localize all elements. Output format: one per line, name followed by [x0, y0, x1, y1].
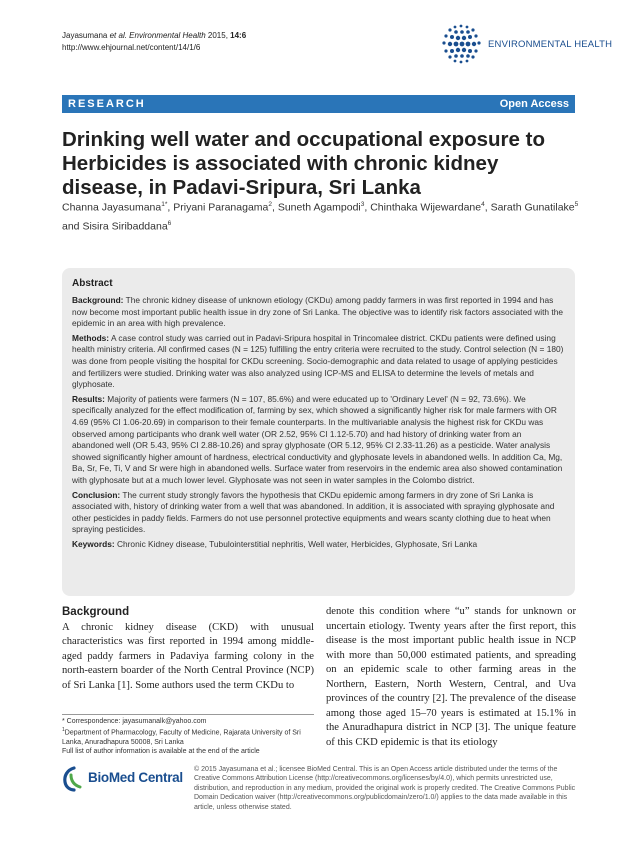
abstract-section-text: A case control study was carried out in Padavi-Sripura hospital in Trincomalee district. CKDu patients were defined using health ministry criteria. All confirmed cases (N = 125) fulfilling the entry criteria were recruited to the study. Control selection (N = 180) was done from people visiting the hospital for CKDu screening. Socio-demographic and data related to usage of applying pesticides and fertilizers were studied. Drinking water was also analyzed using ICP-MS and ELISA to determine the levels of metals and glyphosate.: [72, 332, 564, 390]
footnotes: [62, 714, 314, 756]
abstract-section-text: Chronic Kidney disease, Tubulointerstitial nephritis, Well water, Herbicides, Glyphosate, Sri Lanka: [116, 538, 478, 549]
author-name[interactable]: Priyani Paranagama: [173, 201, 269, 214]
publisher-name: BioMed Central: [88, 770, 183, 785]
author-affiliation-mark: 4: [481, 201, 485, 208]
author-name[interactable]: Sisira Siribaddana: [82, 220, 168, 232]
body-paragraph: A chronic kidney disease (CKD) with unusual characteristics was first reported in 1994 among middle-aged paddy farmers in Padaviya farming colony in the north-eastern boarder of the North Central Province (NCP) of Sri Lanka [1]. Some authors used the term CKDu to: [62, 621, 314, 691]
citation-journal: et al. Environmental Health: [109, 31, 206, 40]
author-affiliation-mark: 5: [574, 201, 579, 208]
citation-header: [62, 30, 246, 54]
abstract-background: [72, 295, 565, 330]
abstract-section-label: Methods:: [72, 332, 110, 343]
license-statement: © 2015 Jayasumana et al.; licensee BioMed Central. This is an Open Access article distributed under the terms of the Creative Commons Attribution License (http://creativecommons.org/licenses/by/4.0), which permits unrestricted use, distribution, and reproduction in any medium, provided the original work is properly credited. The Creative Commons Public Domain Dedication waiver (http://creativecommons.org/publicdomain/zero/1.0/) applies to the data made available in this article, unless otherwise stated.: [194, 766, 576, 811]
body-column-left: [62, 605, 314, 693]
abstract-section-text: Majority of patients were farmers (N = 107, 85.6%) and were educated up to 'Ordinary Level' (N = 92, 73.6%). We specifically analyzed for the effect modification of, farming by sex, which showed a significantly higher risk for male farmers with OR 4.69 (95% CI 1.06-20.69) in comparison to their female counterparts. In the multivariable analysis the highest risk for CKDu was observed among participants who drank well water (OR 2.52, 95% CI 1.12-5.70) and had history of drinking water from an abandoned well (OR 5.43, 95% CI 2.88-10.26) and spray glyphosate (OR 5.12, 95% CI 2.33-11.26) as a pesticide. Water analysis showed significantly higher amount of hardness, electrical conductivity and glyphosate levels in abandoned wells. In addition Ca, Mg, Ba, Sr, Fe, Ti, V and Sr were high in abandoned wells. Surface water from reservoirs in the endemic area also showed contamination with glyphosate but at a much lower level. Glyphosate was not seen in water samples in the Colombo district.: [72, 393, 563, 485]
journal-logo-text: ENVIRONMENTAL HEALTH: [488, 39, 613, 50]
abstract-conclusion: [72, 490, 565, 536]
article-type-bar: [62, 95, 575, 113]
author-name[interactable]: Suneth Agampodi: [277, 201, 361, 214]
body-column-right: [326, 605, 576, 750]
author-list: Channa Jayasumana$^{1*}$, Priyani Paranagama$^2$, Suneth Agampodi$^3$, Chinthaka Wijewardane$^4$, Sarath Gunatilake$^5$ and Sisira Siribaddana$^6$: [62, 201, 579, 232]
author-name[interactable]: Channa Jayasumana: [62, 201, 162, 214]
abstract-section-text: The current study strongly favors the hypothesis that CKDu epidemic among farmers in dry zone of Sri Lanka is associated with, history of drinking water from a well that was abandoned. In addition, it is associated with spraying glyphosate and other pesticides in paddy fields. Farmers do not use personnel protective equipments and wears scanty clothing due to heat when spraying pesticides.: [72, 489, 555, 535]
section-heading-background: Background: [62, 606, 130, 618]
author-info-note: Full list of author information is available at the end of the article: [62, 747, 260, 755]
citation-line: [62, 30, 246, 42]
open-access-label: Open Access: [499, 98, 569, 110]
abstract-section-label: Conclusion:: [72, 489, 121, 500]
body-paragraph: denote this condition where “u” stands for unknown or uncertain etiology. Twenty years after the first report, this disease is the most important public health issue in NCP with more than 50,000 estimated patients, and spreading on an epidemic scale to other farming areas in the Northern, Eastern, North Western, Central, and Uva provinces of the country [2]. The prevalence of the disease among those aged 15–70 years is estimated at 15.1% in the Anuradhapura district in NCP [3]. The unique feature of this CKD epidemic is that its etiology: [326, 606, 576, 748]
citation-author: Jayasumana: [62, 31, 108, 40]
author-affiliation-mark: 3: [360, 201, 365, 208]
author-affiliation-mark: 1*: [161, 201, 168, 208]
publisher-logo: [62, 766, 192, 796]
author-affiliation-mark: 6: [167, 219, 172, 227]
affiliation-mark: 1: [62, 727, 65, 734]
abstract-box: [62, 268, 575, 596]
citation-volume: 14:6: [230, 31, 247, 40]
abstract-section-label: Keywords:: [72, 538, 115, 549]
affiliation-note: [62, 726, 314, 747]
globe-dots-icon: [437, 20, 485, 68]
abstract-keywords: [72, 539, 565, 551]
author-affiliation-mark: 2: [268, 201, 272, 208]
biomed-central-icon: [62, 766, 86, 792]
article-url[interactable]: http://www.ehjournal.net/content/14/1/6: [62, 43, 201, 52]
author-name[interactable]: Sarath Gunatilake: [490, 201, 575, 214]
abstract-section-text: The chronic kidney disease of unknown etiology (CKDu) among paddy farmers in was first reported in 1994 and has now become most important public health issue in dry zone of Sri Lanka. The objective was to identify risk factors associated with the epidemic in an area with high prevalence.: [72, 295, 563, 329]
abstract-results: [72, 394, 565, 487]
abstract-heading: Abstract: [72, 278, 113, 289]
author-name[interactable]: Chinthaka Wijewardane: [370, 201, 482, 214]
article-title: Drinking well water and occupational exposure to Herbicides is associated with chronic kidney disease, in Padavi-Sripura, Sri Lanka: [62, 128, 545, 199]
affiliation-text: Department of Pharmacology, Faculty of Medicine, Rajarata University of Sri Lanka, Anuradhapura 50008, Sri Lanka: [62, 729, 301, 746]
journal-logo: [437, 20, 613, 70]
abstract-methods: [72, 333, 565, 391]
abstract-section-label: Results:: [72, 393, 105, 404]
correspondence-note[interactable]: * Correspondence: jayasumanalk@yahoo.com: [62, 718, 207, 725]
article-type-label: RESEARCH: [68, 98, 146, 110]
abstract-section-label: Background:: [72, 295, 124, 305]
citation-year: 2015,: [207, 31, 228, 40]
